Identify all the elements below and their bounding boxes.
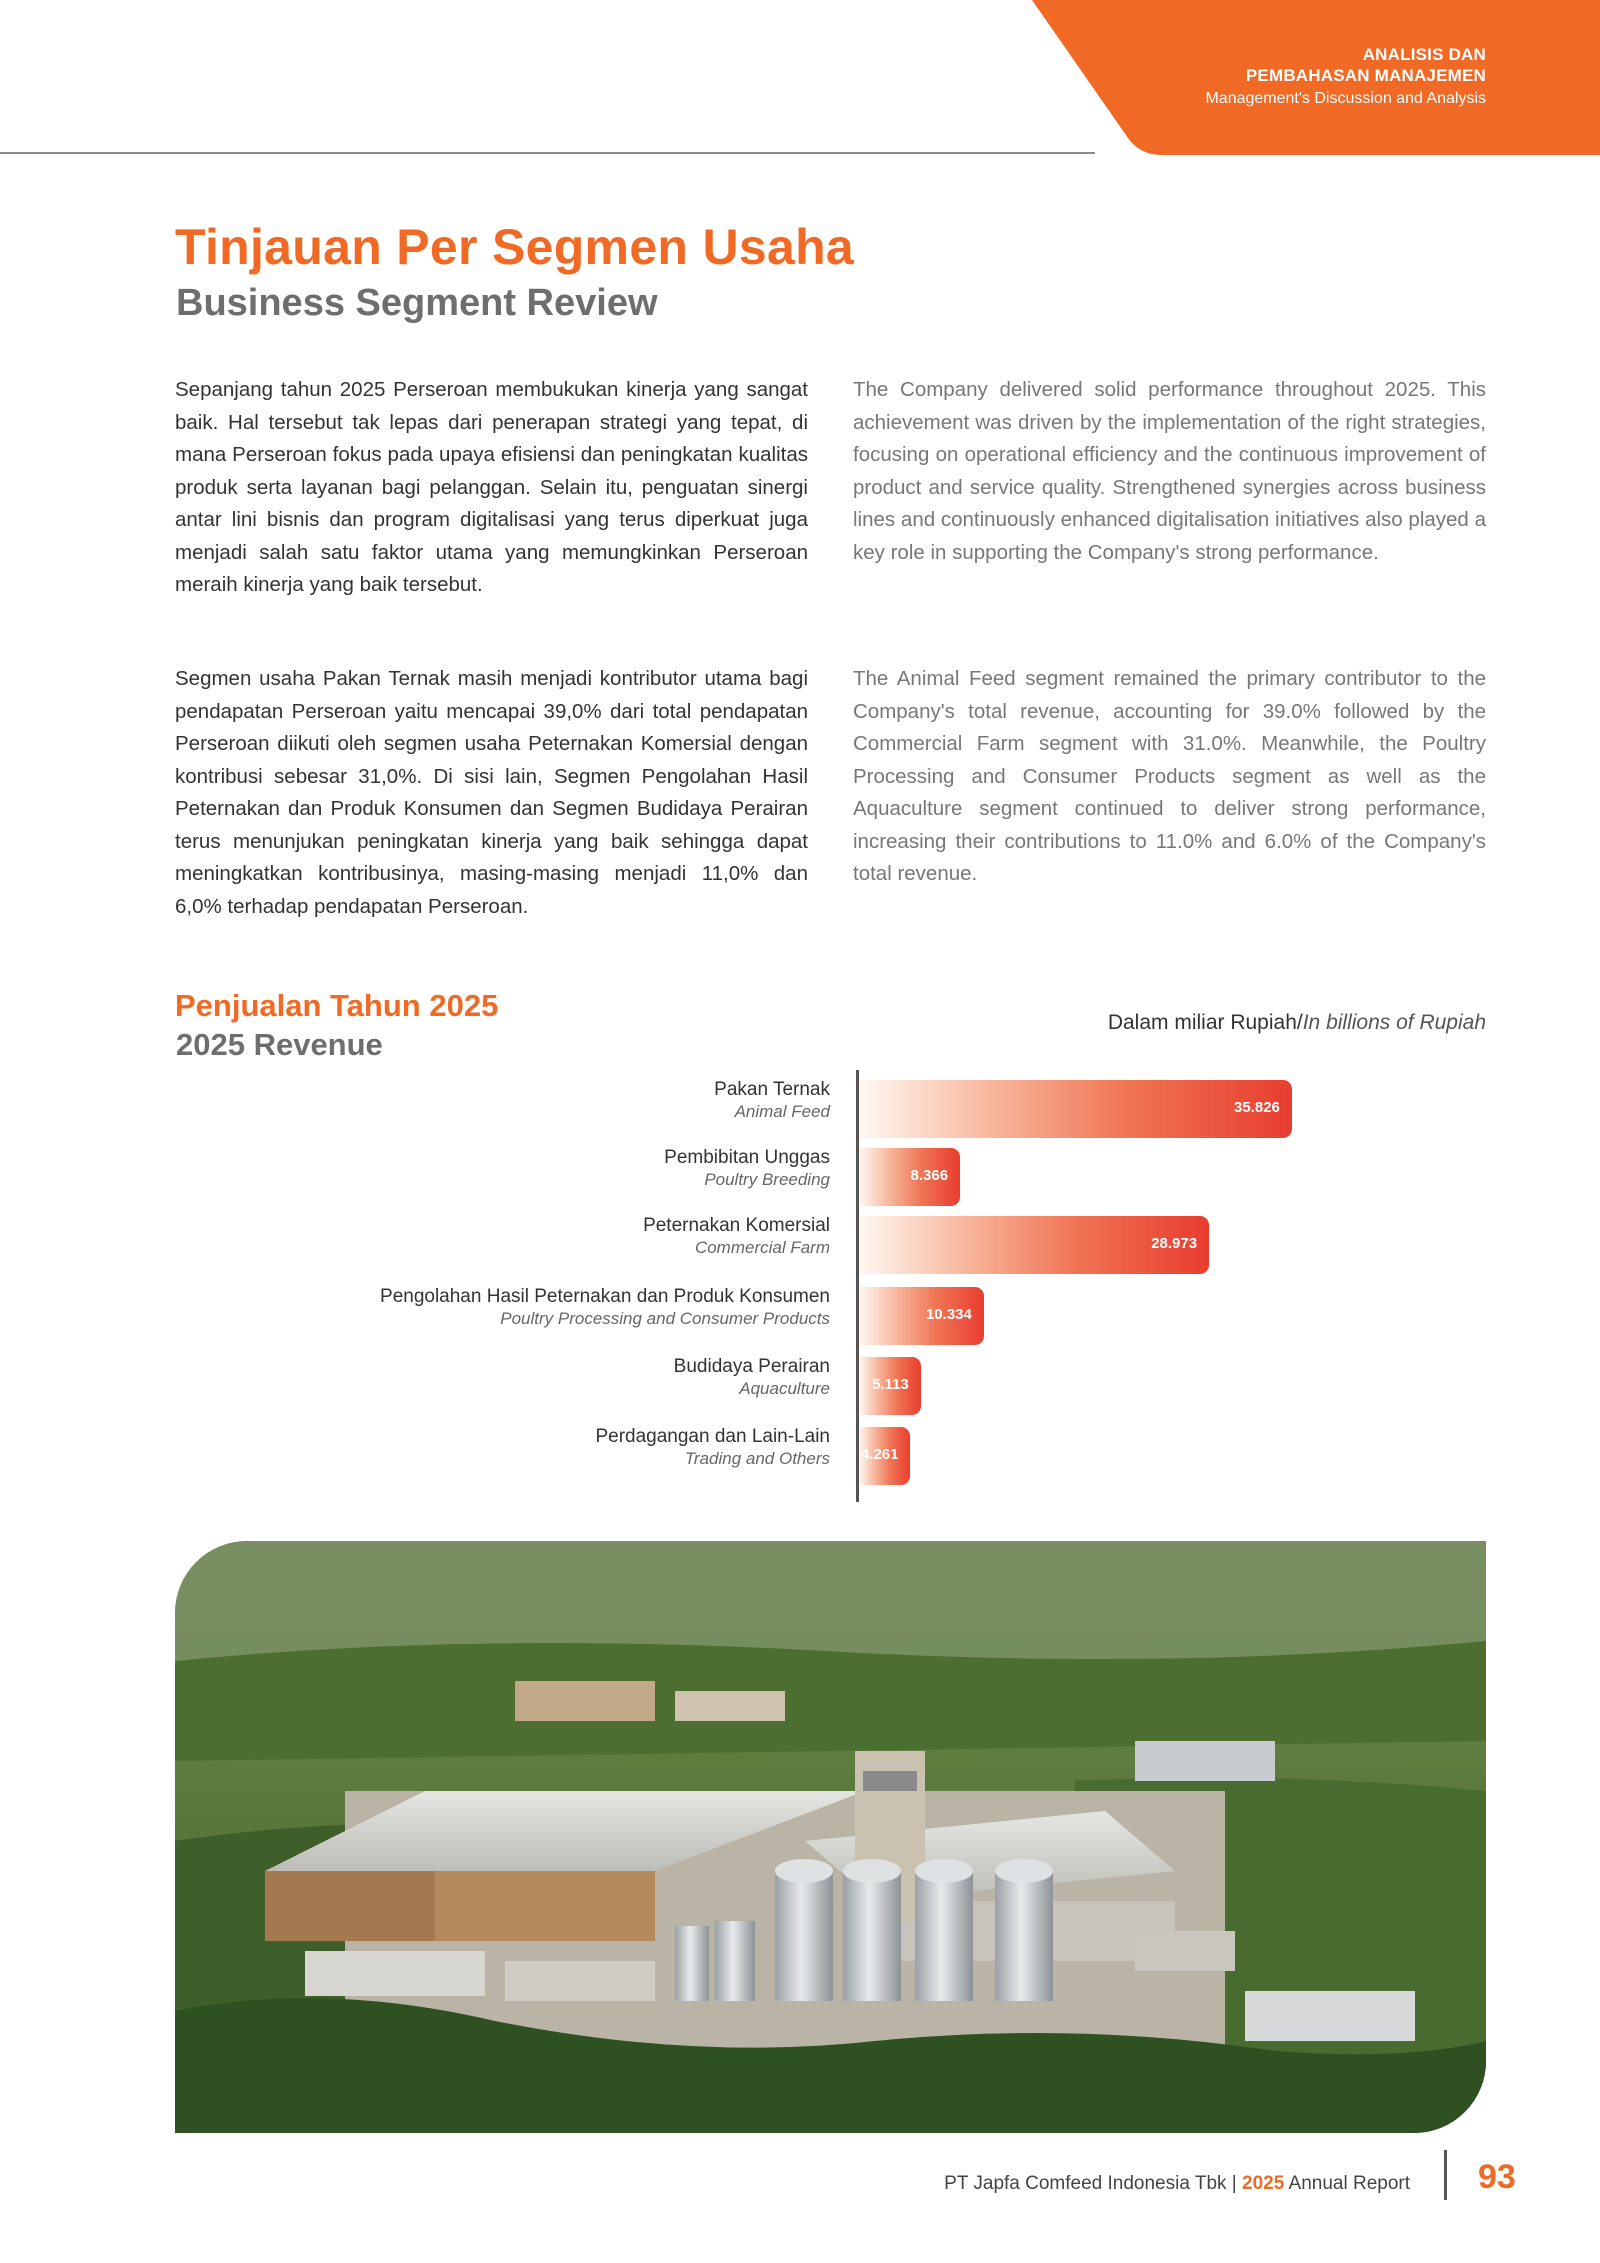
chart-unit-id: Dalam miliar Rupiah/	[1107, 1011, 1303, 1034]
chart-subtitle: 2025 Revenue	[176, 1027, 383, 1062]
page-number: 93	[1478, 2158, 1516, 2196]
section-header-line2: PEMBAHASAN MANAJEMEN	[1245, 66, 1486, 85]
chart-bar-value-label: 28.973	[1151, 1235, 1198, 1252]
section-header-line3: Management's Discussion and Analysis	[1205, 90, 1486, 107]
chart-category-en: Aquaculture	[739, 1379, 830, 1398]
chart-category-label	[674, 1355, 830, 1399]
paragraph-2-en: The Animal Feed segment remained the primary contributor to the Company's total revenue, accounting for 39.0% followed by the Commercial Farm segment with 31.0%. Meanwhile, the Poultry Processing and Consumer Products segment as well as the Aquaculture segment continued to deliver strong performance, increasing their contributions to 11.0% and 6.0% of the Company's total revenue.	[853, 667, 1486, 885]
chart-category-id: Pengolahan Hasil Peternakan dan Produk Konsumen	[380, 1286, 830, 1307]
chart-category-id: Pembibitan Unggas	[664, 1147, 830, 1168]
chart-category-id: Budidaya Perairan	[673, 1356, 830, 1377]
chart-bar-value-label: 4.261	[860, 1446, 899, 1463]
footer-year: 2025	[1242, 2173, 1285, 2194]
paragraph-1-id: Sepanjang tahun 2025 Perseroan membukukan kinerja yang sangat baik. Hal tersebut tak lepas dari penerapan strategi yang tepat, di mana Perseroan fokus pada upaya efisiensi dan peningkatan kualitas produk serta layanan bagi pelanggan. Selain itu, penguatan sinergi antar lini bisnis dan program digitalisasi yang terus diperkuat juga menjadi salah satu faktor utama yang memungkinkan Perseroan meraih kinerja yang baik tersebut.	[175, 378, 808, 596]
chart-category-en: Poultry Breeding	[704, 1170, 830, 1189]
footer-company: PT Japfa Comfeed Indonesia Tbk |	[944, 2173, 1243, 2194]
chart-category-label	[595, 1425, 830, 1469]
chart-unit-en: In billions of Rupiah	[1302, 1011, 1486, 1034]
chart-category-label	[714, 1078, 830, 1122]
chart-bar-value-label: 10.334	[925, 1306, 972, 1323]
section-header-text	[1205, 44, 1486, 111]
paragraph-1-en: The Company delivered solid performance throughout 2025. This achievement was driven by the implementation of the right strategies, focusing on operational efficiency and the continuous improvement of product and service quality. Strengthened synergies across business lines and continuously enhanced digitalisation initiatives also played a key role in supporting the Company's strong performance.	[853, 378, 1486, 564]
chart-unit-note	[1108, 1011, 1486, 1035]
footer-report: Annual Report	[1284, 2173, 1410, 2194]
chart-bar-value-label: 8.366	[910, 1167, 949, 1184]
header-rule	[0, 152, 1095, 154]
chart-category-label	[380, 1285, 830, 1329]
footer-report-info	[944, 2173, 1410, 2195]
chart-category-id: Pakan Ternak	[714, 1079, 830, 1100]
page-title: Tinjauan Per Segmen Usaha	[175, 219, 855, 275]
chart-category-en: Poultry Processing and Consumer Products	[500, 1309, 830, 1328]
chart-category-label	[643, 1214, 830, 1258]
chart-bar	[859, 1080, 1292, 1138]
chart-category-id: Perdagangan dan Lain-Lain	[595, 1426, 830, 1447]
chart-category-id: Peternakan Komersial	[643, 1215, 830, 1236]
section-header-line1: ANALISIS DAN	[1362, 45, 1486, 64]
chart-title: Penjualan Tahun 2025	[175, 988, 499, 1023]
chart-category-label	[664, 1146, 830, 1190]
chart-bar-value-label: 5.113	[872, 1376, 909, 1393]
chart-category-en: Animal Feed	[734, 1102, 830, 1121]
factory-aerial-photo	[175, 1541, 1486, 2133]
page-subtitle: Business Segment Review	[176, 282, 658, 324]
chart-category-en: Commercial Farm	[694, 1238, 830, 1257]
footer-separator	[1444, 2150, 1447, 2200]
chart-category-en: Trading and Others	[684, 1449, 830, 1468]
chart-bar-value-label: 35.826	[1234, 1099, 1280, 1116]
paragraph-2-id: Segmen usaha Pakan Ternak masih menjadi kontributor utama bagi pendapatan Perseroan yaitu mencapai 39,0% dari total pendapatan Perseroan diikuti oleh segmen usaha Peternakan Komersial dengan kontribusi sebesar 31,0%. Di sisi lain, Segmen Pengolahan Hasil Peternakan dan Produk Konsumen dan Segmen Budidaya Perairan terus menunjukan peningkatan kinerja yang baik sehingga dapat meningkatkan kontribusinya, masing-masing menjadi 11,0% dan 6,0% terhadap pendapatan Perseroan.	[175, 667, 808, 918]
